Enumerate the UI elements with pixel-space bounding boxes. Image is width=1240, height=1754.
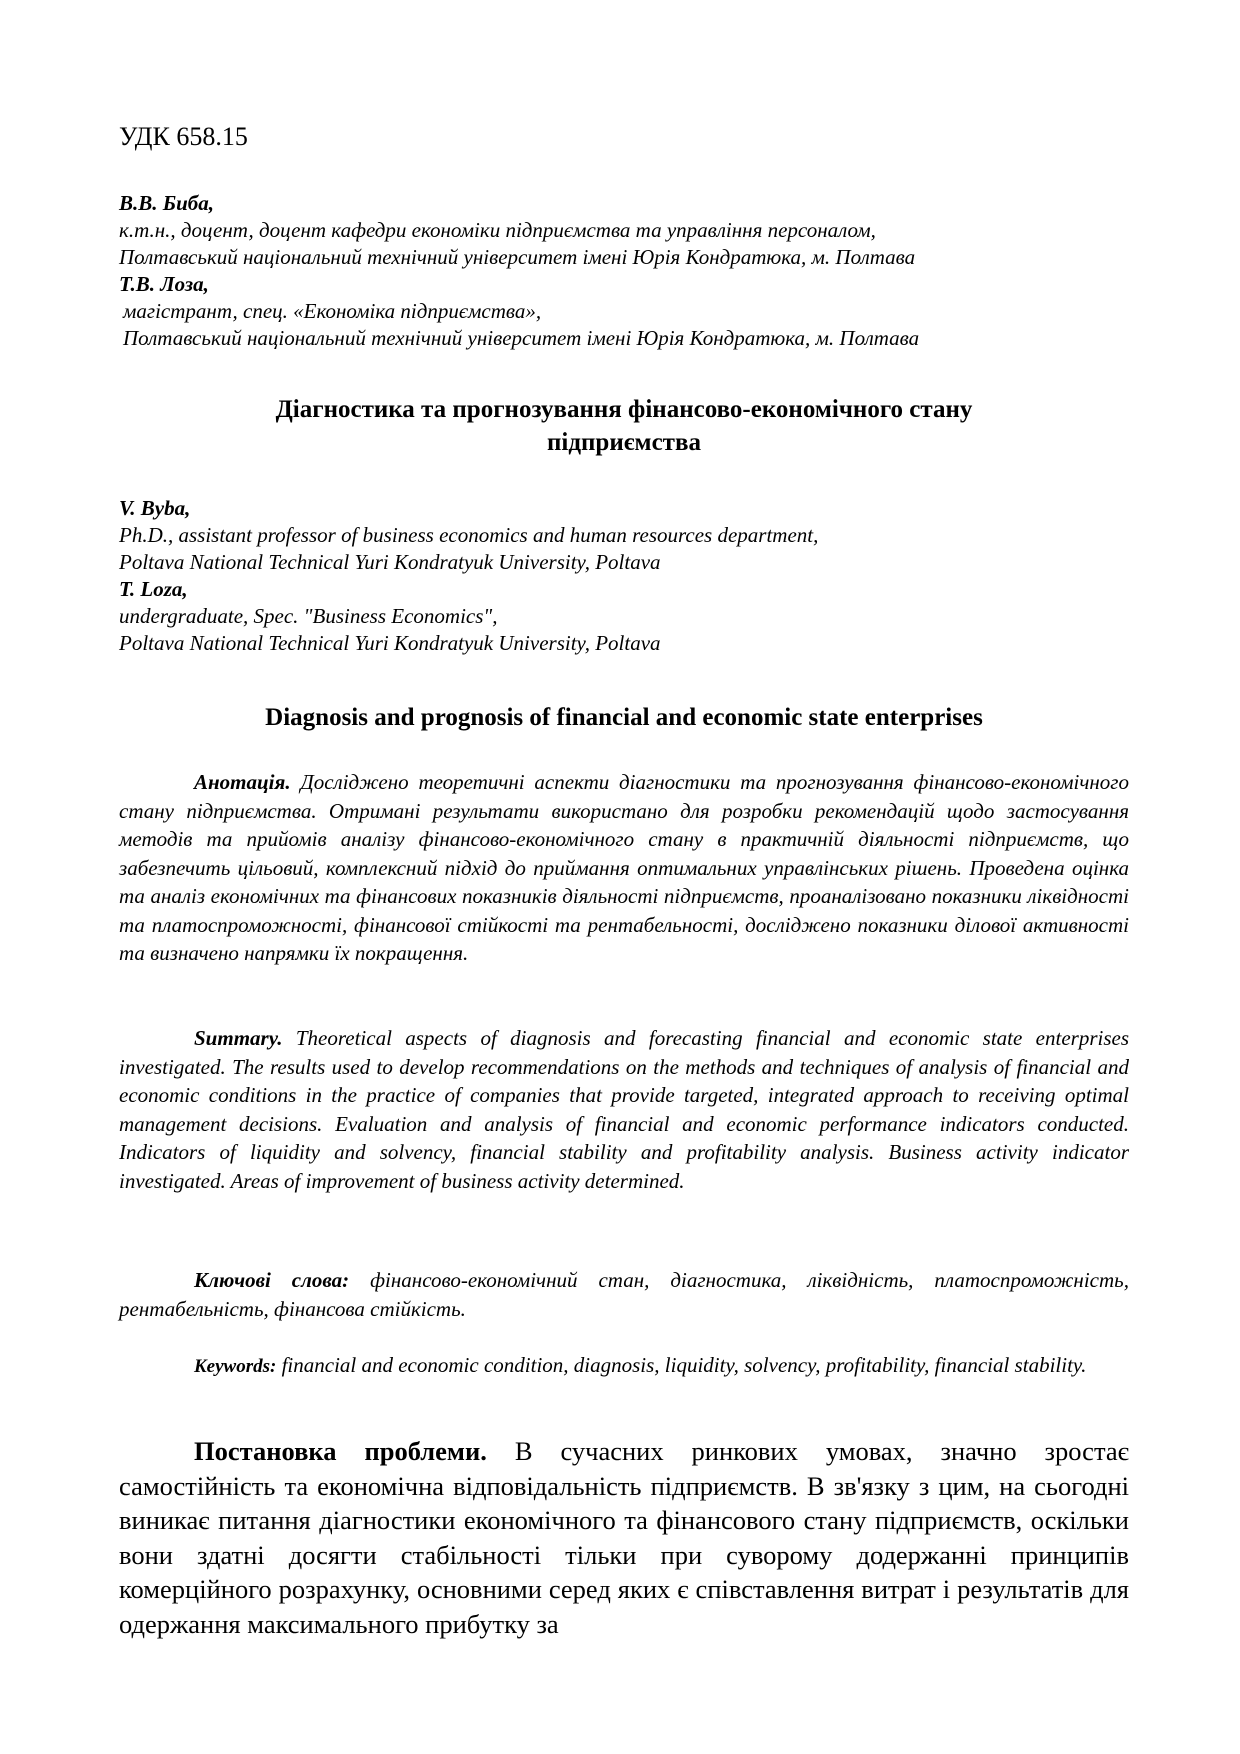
author-name: Т.В. Лоза, — [119, 272, 209, 296]
keywords-english-paragraph — [119, 1351, 1129, 1382]
author-name: V. Byba, — [119, 496, 191, 520]
title-ukrainian — [119, 393, 1129, 459]
summary-label: Summary. — [194, 1026, 283, 1050]
annotation-label: Анотація. — [194, 770, 291, 794]
author-affiliation: Полтавський національний технічний університет імені Юрія Кондратюка, м. Полтава — [119, 245, 916, 269]
section-heading-inline: Постановка проблеми. — [194, 1436, 487, 1466]
author-affiliation: к.т.н., доцент, доцент кафедри економіки підприємства та управління персоналом, — [119, 218, 876, 242]
author-name: В.В. Биба, — [119, 191, 215, 215]
author-affiliation: Poltava National Technical Yuri Kondratyuk University, Poltava — [119, 550, 661, 574]
summary-text: Theoretical aspects of diagnosis and forecasting financial and economic state enterprises investigated. The results used to develop recommendations on the methods and techniques of analysis of financial and economic conditions in the practice of companies that provide targeted, integrated approach to receiving optimal management decisions. Evaluation and analysis of financial and economic performance indicators conducted. Indicators of liquidity and solvency, financial stability and profitability analysis. Business activity indicator investigated. Areas of improvement of business activity determined. — [119, 1026, 1129, 1193]
author-name: T. Loza, — [119, 577, 188, 601]
authors-english — [119, 495, 1129, 657]
authors-ukrainian — [119, 190, 1129, 352]
keywords-english-text: financial and economic condition, diagnosis, liquidity, solvency, profitability, financial stability. — [276, 1353, 1087, 1377]
author-affiliation: Полтавський національний технічний університет імені Юрія Кондратюка, м. Полтава — [123, 326, 920, 350]
body-paragraph — [119, 1434, 1129, 1641]
keywords-ukrainian-paragraph — [119, 1266, 1129, 1323]
summary-paragraph — [119, 1024, 1129, 1195]
author-affiliation: Ph.D., assistant professor of business economics and human resources department, — [119, 523, 819, 547]
keywords-ukrainian-label: Ключові слова: — [194, 1268, 350, 1292]
author-affiliation: магістрант, спец. «Економіка підприємства», — [123, 299, 542, 323]
author-affiliation: Poltava National Technical Yuri Kondratyuk University, Poltava — [119, 631, 661, 655]
title-line: Діагностика та прогнозування фінансово-економічного стану — [275, 396, 973, 423]
author-affiliation: undergraduate, Spec. "Business Economics", — [119, 604, 498, 628]
keywords-ukrainian-text: фінансово-економічний стан, діагностика, ліквідність, платоспроможність, рентабельність, фінансова стійкість. — [119, 1268, 1129, 1321]
body-text: В сучасних ринкових умовах, значно зростає самостійність та економічна відповідальність підприємств. В зв'язку з цим, на сьогодні виникає питання діагностики економічного та фінансового стану підприємств, оскільки вони здатні досягти стабільності тільки при суворому додержанні принципів комерційного розрахунку, основними серед яких є співставлення витрат і результатів для одержання максимального прибутку за — [119, 1436, 1129, 1639]
annotation-text: Досліджено теоретичні аспекти діагностики та прогнозування фінансово-економічного стану підприємства. Отримані результати використано для розробки рекомендацій щодо застосування методів та прийомів аналізу фінансово-економічного стану в практичній діяльності підприємств, що забезпечить цільовий, комплексний підхід до приймання оптимальних управлінських рішень. Проведена оцінка та аналіз економічних та фінансових показників діяльності підприємств, проаналізовано показники ліквідності та платоспроможності, фінансової стійкості та рентабельності, досліджено показники ділової активності та визначено напрямки їх покращення. — [119, 770, 1129, 965]
title-line: підприємства — [547, 429, 701, 456]
udk-code: УДК 658.15 — [119, 122, 248, 151]
annotation-paragraph — [119, 768, 1129, 968]
keywords-english-label: Keywords: — [194, 1356, 277, 1377]
title-english: Diagnosis and prognosis of financial and economic state enterprises — [265, 704, 983, 731]
